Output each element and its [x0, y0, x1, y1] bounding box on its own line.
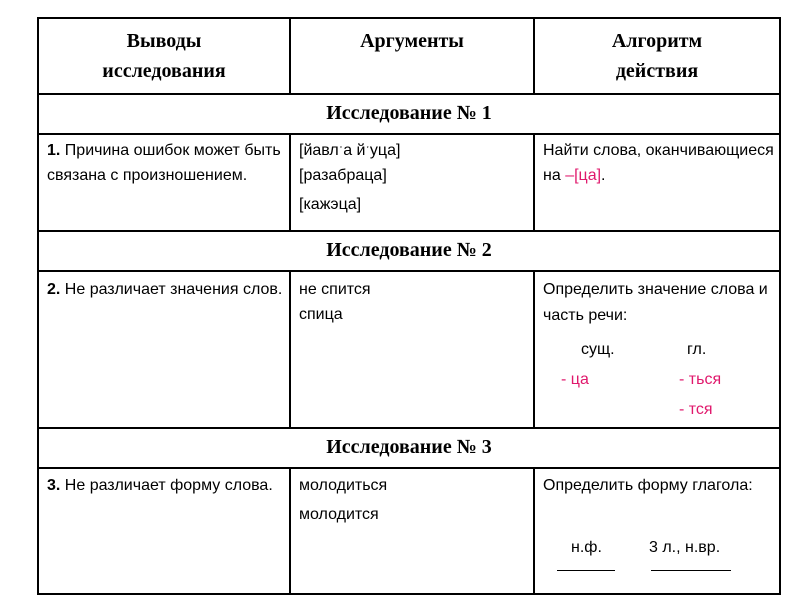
row-divider: [37, 467, 781, 469]
column-divider: [289, 133, 291, 232]
conclusion-text: Причина ошибок может быть связана с произношением.: [47, 142, 281, 184]
header-algorithm: [535, 26, 779, 86]
answer-blank-2: [651, 570, 731, 571]
conclusion-2: [47, 277, 283, 303]
verb-suffix-2: - тся: [679, 401, 713, 418]
row-divider: [37, 230, 781, 232]
section-title-1: Исследование № 1: [326, 102, 492, 124]
algorithm-3: [543, 473, 775, 498]
row-divider: [37, 133, 781, 135]
research-table: [37, 17, 781, 595]
conclusion-number: 2.: [47, 281, 61, 298]
table-border-bottom: [37, 593, 781, 595]
conclusion-text: Не различает форму слова.: [60, 477, 273, 494]
algorithm-text: Определить форму глагола:: [543, 477, 753, 494]
algorithm-2: [543, 277, 775, 329]
conclusion-text: Не различает значения слов.: [60, 281, 283, 298]
section-title-2: Исследование № 2: [326, 239, 492, 261]
algorithm-end: .: [601, 167, 606, 184]
argument-item: молодится: [299, 506, 379, 523]
header-algorithm-line2: действия: [615, 60, 699, 82]
algorithm-text: Найти слова, оканчивающиеся на: [543, 142, 774, 184]
algorithm-highlight: –[ца]: [565, 167, 602, 184]
argument-item: спица: [299, 306, 343, 323]
row-divider: [37, 427, 781, 429]
argument-item: не спится: [299, 281, 371, 298]
row-divider: [37, 93, 781, 95]
conclusion-1: [47, 138, 283, 188]
header-conclusions-line1: Выводы: [126, 30, 202, 52]
column-divider: [533, 467, 535, 595]
pos-verb-label: гл.: [687, 341, 707, 358]
arguments-1: [299, 138, 529, 217]
conclusion-number: 1.: [47, 142, 61, 159]
column-divider: [289, 467, 291, 595]
conclusion-number: 3.: [47, 477, 61, 494]
column-divider: [533, 133, 535, 232]
answer-blank-1: [557, 570, 615, 571]
argument-item: [разабраца]: [299, 167, 387, 184]
argument-item: [кажэца]: [299, 196, 362, 213]
argument-item: [йавлˑа йˑуца]: [299, 142, 401, 159]
table-border-top: [37, 17, 781, 19]
conclusion-3: [47, 473, 283, 498]
verb-suffix-1: - ться: [679, 371, 722, 388]
section-title-3: Исследование № 3: [326, 436, 492, 458]
argument-item: молодиться: [299, 477, 388, 494]
algorithm-text: Определить значение слова и часть речи:: [543, 281, 768, 324]
algorithm-1: [543, 138, 775, 188]
header-conclusions: [39, 26, 289, 86]
column-divider: [289, 270, 291, 429]
form-infinitive-label: н.ф.: [571, 539, 602, 556]
arguments-3: [299, 473, 529, 527]
header-arguments: Аргументы: [360, 30, 464, 52]
pos-noun-label: сущ.: [581, 341, 615, 358]
row-divider: [37, 270, 781, 272]
arguments-2: [299, 277, 529, 327]
noun-suffix: - ца: [561, 371, 589, 388]
header-algorithm-line1: Алгоритм: [611, 30, 703, 52]
column-divider: [533, 270, 535, 429]
header-conclusions-line2: исследования: [102, 60, 226, 82]
form-3rd-person-label: 3 л., н.вр.: [649, 539, 721, 556]
